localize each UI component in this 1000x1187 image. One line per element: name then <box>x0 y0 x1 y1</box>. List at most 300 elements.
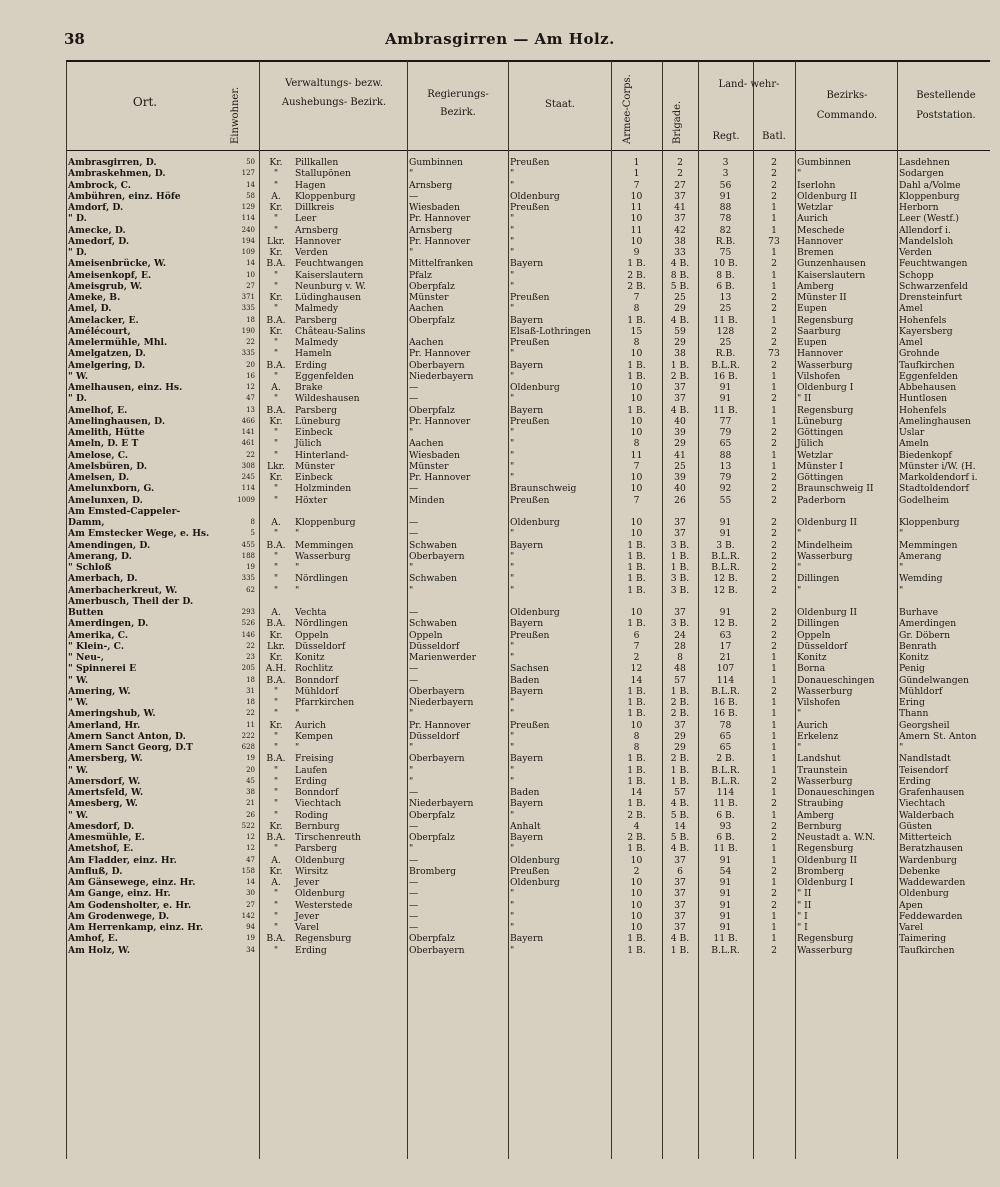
cell-regiment: 93 <box>719 820 732 832</box>
cell-verwaltungsbezirk: Bonndorf <box>295 787 339 799</box>
cell-bataillon: 1 <box>771 697 777 709</box>
cell-verwaltungsbezirk: Höxter <box>295 494 328 506</box>
cell-bataillon: 2 <box>771 629 777 641</box>
cell-brigade: 4 B. <box>670 933 690 945</box>
cell-verwaltungsbezirk: Wasserburg <box>295 550 351 562</box>
table-row <box>66 483 990 494</box>
cell-bataillon: 2 <box>771 573 777 585</box>
cell-einwohner: 522 <box>241 821 255 830</box>
cell-verwaltungsbezirk: Westerstede <box>295 899 353 911</box>
cell-regiment: 91 <box>719 517 732 529</box>
cell-brigade: 1 B. <box>670 359 690 371</box>
cell-brigade: 38 <box>674 348 686 360</box>
cell-poststation: Teisendorf <box>899 764 949 776</box>
cell-staat: " <box>510 370 515 382</box>
cell-ort: Am Holz, W. <box>68 944 131 956</box>
cell-armee-corps: 1 B. <box>627 539 646 551</box>
cell-einwohner: 13 <box>246 405 255 414</box>
cell-armee-corps: 1 B. <box>627 359 646 371</box>
cell-armee-corps: 1 B. <box>627 843 646 855</box>
cell-bezirkscommando: Bromberg <box>797 865 844 877</box>
cell-bezirkscommando: Wetzlar <box>797 449 833 461</box>
cell-bezirkscommando: Kaiserslautern <box>797 269 866 281</box>
table-row <box>66 596 990 607</box>
cell-regierungsbezirk: Oberbayern <box>409 753 465 765</box>
cell-ort: Amelith, Hütte <box>68 427 145 439</box>
cell-bataillon: 1 <box>771 314 777 326</box>
cell-bataillon: 2 <box>771 798 777 810</box>
cell-regiment <box>698 596 753 607</box>
table-row <box>66 663 990 674</box>
table-row <box>66 551 990 562</box>
cell-brigade: 2 B. <box>670 697 690 709</box>
header-ort: Ort. <box>132 95 158 109</box>
cell-ort: Amélécourt, <box>68 325 131 337</box>
cell-regiment: 3 B. <box>716 539 735 551</box>
cell-armee-corps: 12 <box>630 663 643 675</box>
cell-bataillon: 1 <box>771 663 777 675</box>
cell-armee-corps: 2 B. <box>627 269 646 281</box>
cell-regiment: B.L.R. <box>711 944 740 956</box>
cell-regierungsbezirk: — <box>409 393 419 405</box>
cell-bezirkscommando: " <box>797 168 802 180</box>
cell-amt: " <box>273 449 279 461</box>
cell-bezirkscommando: Dillingen <box>797 573 840 585</box>
cell-brigade: 37 <box>674 607 686 619</box>
cell-bezirkscommando: Borna <box>797 663 826 675</box>
cell-ort: Am Emstecker Wege, e. Hs. <box>68 528 210 540</box>
table-row <box>66 753 990 764</box>
cell-amt: A. <box>271 854 281 866</box>
cell-bezirkscommando: Oldenburg II <box>797 517 857 529</box>
table-row <box>66 405 990 416</box>
cell-regiment: 91 <box>719 922 732 934</box>
cell-verwaltungsbezirk: Parsberg <box>295 843 337 855</box>
cell-regierungsbezirk: Mittelfranken <box>409 258 474 270</box>
cell-armee-corps: 10 <box>630 607 643 619</box>
cell-poststation: Münster i/W. (H. <box>899 460 976 472</box>
table-row <box>66 911 990 922</box>
cell-regierungsbezirk: Pr. Hannover <box>409 213 471 225</box>
cell-poststation: Taufkirchen <box>899 359 955 371</box>
cell-poststation: Erding <box>899 775 931 787</box>
cell-bezirkscommando: Oldenburg II <box>797 854 857 866</box>
cell-bezirkscommando: Traunstein <box>797 764 848 776</box>
cell-verwaltungsbezirk: Hinterland- <box>295 449 349 461</box>
cell-regierungsbezirk: " <box>409 427 414 439</box>
table-row <box>66 191 990 202</box>
cell-verwaltungsbezirk: Arnsberg <box>295 224 339 236</box>
cell-einwohner: 20 <box>246 765 255 774</box>
cell-poststation: Verden <box>899 247 932 259</box>
cell-armee-corps: 1 B. <box>627 944 646 956</box>
cell-armee-corps: 7 <box>633 640 640 652</box>
cell-brigade: 5 B. <box>670 809 690 821</box>
cell-staat: Braunschweig <box>510 483 577 495</box>
cell-staat: " <box>510 764 515 776</box>
cell-verwaltungsbezirk: Dillkreis <box>295 202 335 214</box>
cell-regierungsbezirk: Arnsberg <box>409 179 453 191</box>
cell-regierungsbezirk: — <box>409 382 419 394</box>
table-row <box>66 585 990 596</box>
cell-ort: Amelgatzen, D. <box>68 348 146 360</box>
cell-regiment: 12 B. <box>713 573 738 585</box>
cell-armee-corps: 1 B. <box>627 708 646 720</box>
cell-staat: " <box>510 708 515 720</box>
cell-amt: A. <box>271 877 281 889</box>
cell-ort: Amerbacherkreut, W. <box>68 584 178 596</box>
cell-regierungsbezirk: Düsseldorf <box>409 730 460 742</box>
cell-bataillon: 2 <box>771 562 777 574</box>
cell-ort: Amfluß, D. <box>68 865 123 877</box>
cell-regiment: 65 <box>719 438 732 450</box>
cell-armee-corps: 1 B. <box>627 258 646 270</box>
cell-armee-corps: 1 <box>633 168 640 180</box>
cell-einwohner: 21 <box>246 799 255 808</box>
cell-verwaltungsbezirk: Konitz <box>295 652 325 664</box>
cell-poststation: Waddewarden <box>899 877 966 889</box>
table-row <box>66 776 990 787</box>
cell-staat: " <box>510 910 515 922</box>
cell-regiment: 91 <box>719 854 732 866</box>
cell-verwaltungsbezirk: Mühldorf <box>295 685 339 697</box>
cell-amt: Kr. <box>269 472 283 484</box>
cell-einwohner: 114 <box>241 484 255 493</box>
cell-armee-corps: 10 <box>630 719 643 731</box>
cell-einwohner <box>228 506 259 517</box>
cell-einwohner: 308 <box>241 461 255 470</box>
cell-verwaltungsbezirk <box>293 506 407 517</box>
cell-poststation: Apen <box>899 899 923 911</box>
cell-bataillon: 1 <box>771 202 777 214</box>
cell-einwohner: 14 <box>246 180 255 189</box>
cell-brigade: 29 <box>674 438 686 450</box>
cell-verwaltungsbezirk: Regensburg <box>295 933 352 945</box>
cell-poststation: " <box>899 742 904 754</box>
cell-regierungsbezirk: Oberpfalz <box>409 809 455 821</box>
cell-bataillon: 1 <box>771 652 777 664</box>
cell-brigade: 4 B. <box>670 843 690 855</box>
cell-bataillon: 2 <box>771 303 777 315</box>
cell-ort: Amersberg, W. <box>68 753 143 765</box>
cell-bezirkscommando: Vilshofen <box>797 697 841 709</box>
cell-brigade: 4 B. <box>670 258 690 270</box>
cell-regiment: 13 <box>719 292 732 304</box>
cell-einwohner: 18 <box>246 698 255 707</box>
cell-verwaltungsbezirk: Malmedy <box>295 303 339 315</box>
table-row <box>66 180 990 191</box>
cell-bezirkscommando: Aurich <box>797 719 828 731</box>
cell-brigade: 4 B. <box>670 404 690 416</box>
cell-regiment: 88 <box>719 449 732 461</box>
cell-amt: Kr. <box>269 292 283 304</box>
cell-bataillon: 1 <box>771 922 777 934</box>
cell-poststation: Penig <box>899 663 925 675</box>
cell-poststation: Amel <box>899 303 923 315</box>
cell-amt: Lkr. <box>267 640 285 652</box>
cell-bataillon: 1 <box>771 213 777 225</box>
table-row <box>66 506 990 517</box>
cell-regierungsbezirk: — <box>409 607 419 619</box>
cell-regiment: 63 <box>719 629 732 641</box>
cell-staat: Preußen <box>510 292 550 304</box>
cell-armee-corps: 2 B. <box>627 809 646 821</box>
cell-regierungsbezirk: " <box>409 775 414 787</box>
cell-amt: Kr. <box>269 247 283 259</box>
cell-regierungsbezirk: Münster <box>409 460 449 472</box>
cell-amt: " <box>273 899 279 911</box>
cell-brigade: 1 B. <box>670 775 690 787</box>
cell-regiment: 11 B. <box>713 843 738 855</box>
cell-poststation: Mitterteich <box>899 832 952 844</box>
cell-armee-corps: 1 B. <box>627 550 646 562</box>
cell-bataillon: 2 <box>771 528 777 540</box>
cell-armee-corps: 1 B. <box>627 753 646 765</box>
cell-regiment: 11 B. <box>713 314 738 326</box>
cell-poststation: Feddewarden <box>899 910 963 922</box>
cell-regiment: 107 <box>716 663 735 675</box>
cell-poststation: Schopp <box>899 269 934 281</box>
cell-bezirkscommando: Wasserburg <box>797 550 853 562</box>
cell-bezirkscommando: Oldenburg I <box>797 382 854 394</box>
cell-brigade: 29 <box>674 742 686 754</box>
cell-bezirkscommando <box>795 596 897 607</box>
cell-armee-corps: 1 B. <box>627 314 646 326</box>
cell-armee-corps: 2 <box>633 865 640 877</box>
cell-einwohner: 114 <box>241 214 255 223</box>
table-row <box>66 675 990 686</box>
cell-poststation: Benrath <box>899 640 937 652</box>
table-row <box>66 821 990 832</box>
cell-ort: Amelgering, D. <box>68 359 146 371</box>
cell-armee-corps: 1 B. <box>627 697 646 709</box>
cell-ort: Amesberg, W. <box>68 798 138 810</box>
cell-brigade: 40 <box>674 415 686 427</box>
cell-regierungsbezirk: " <box>409 247 414 259</box>
cell-staat: " <box>510 888 515 900</box>
cell-poststation: Feuchtwangen <box>899 258 968 270</box>
cell-amt: " <box>273 742 279 754</box>
table-row <box>66 225 990 236</box>
cell-bezirkscommando: Eupen <box>797 337 827 349</box>
cell-bataillon <box>753 506 795 517</box>
cell-amt: A. <box>271 607 281 619</box>
cell-verwaltungsbezirk: Erding <box>295 944 327 956</box>
cell-armee-corps: 7 <box>633 460 640 472</box>
table-row <box>66 315 990 326</box>
cell-einwohner: 109 <box>241 248 255 257</box>
cell-einwohner: 27 <box>246 900 255 909</box>
table-row <box>66 573 990 584</box>
cell-ort: Ameln, D. E T <box>68 438 139 450</box>
cell-bataillon: 1 <box>771 719 777 731</box>
cell-amt: Kr. <box>269 719 283 731</box>
table-row <box>66 495 990 506</box>
cell-bezirkscommando: " II <box>797 393 812 405</box>
cell-brigade <box>662 506 698 517</box>
cell-poststation: Amelinghausen <box>899 415 971 427</box>
cell-poststation: Konitz <box>899 652 929 664</box>
cell-bataillon: 2 <box>771 292 777 304</box>
cell-bezirkscommando: Münster I <box>797 460 844 472</box>
cell-bataillon: 2 <box>771 472 777 484</box>
cell-verwaltungsbezirk: Einbeck <box>295 472 333 484</box>
cell-poststation: Kloppenburg <box>899 517 960 529</box>
table-row <box>66 562 990 573</box>
cell-bezirkscommando: Straubing <box>797 798 844 810</box>
cell-staat: " <box>510 562 515 574</box>
cell-verwaltungsbezirk: Lüneburg <box>295 415 341 427</box>
cell-armee-corps: 10 <box>630 393 643 405</box>
cell-bataillon: 1 <box>771 910 777 922</box>
cell-amt: " <box>273 787 279 799</box>
cell-einwohner: 371 <box>241 293 255 302</box>
cell-staat: Bayern <box>510 359 544 371</box>
cell-armee-corps: 8 <box>633 730 640 742</box>
cell-brigade: 25 <box>674 460 686 472</box>
cell-regierungsbezirk: Oberbayern <box>409 550 465 562</box>
cell-ort: " W. <box>68 764 89 776</box>
cell-poststation: Drensteinfurt <box>899 292 963 304</box>
cell-staat: " <box>510 449 515 461</box>
cell-armee-corps: 1 B. <box>627 584 646 596</box>
cell-einwohner: 240 <box>241 225 255 234</box>
cell-regiment: 91 <box>719 190 732 202</box>
cell-ort: Am Emsted-Cappeler- <box>68 505 181 517</box>
cell-poststation: Viechtach <box>899 798 946 810</box>
cell-poststation: Kayersberg <box>899 325 953 337</box>
cell-armee-corps: 10 <box>630 415 643 427</box>
cell-bezirkscommando: Gumbinnen <box>797 157 851 169</box>
cell-regiment: 92 <box>719 483 732 495</box>
cell-verwaltungsbezirk: Aurich <box>295 719 326 731</box>
cell-verwaltungsbezirk: Pillkallen <box>295 157 339 169</box>
cell-amt: " <box>273 922 279 934</box>
cell-brigade: 41 <box>674 202 686 214</box>
cell-armee-corps: 11 <box>630 449 643 461</box>
cell-regiment: 2 B. <box>716 753 735 765</box>
table-row <box>66 393 990 404</box>
cell-armee-corps: 9 <box>633 247 640 259</box>
cell-ort: Ametshof, E. <box>68 843 134 855</box>
header-bottom-rule <box>66 150 990 151</box>
cell-staat: Baden <box>510 787 540 799</box>
cell-ort: Amelsbüren, D. <box>68 460 148 472</box>
page-number: 38 <box>64 30 85 48</box>
cell-staat: " <box>510 922 515 934</box>
table-row <box>66 877 990 888</box>
cell-armee-corps: 7 <box>633 292 640 304</box>
cell-amt: " <box>273 550 279 562</box>
cell-einwohner: 245 <box>241 473 255 482</box>
cell-staat: Oldenburg <box>510 190 560 202</box>
cell-regierungsbezirk: — <box>409 190 419 202</box>
cell-poststation: Burhave <box>899 607 939 619</box>
cell-bataillon: 1 <box>771 224 777 236</box>
cell-bezirkscommando: Gunzenhausen <box>797 258 866 270</box>
cell-verwaltungsbezirk: Château-Salins <box>295 325 366 337</box>
cell-verwaltungsbezirk: Erding <box>295 359 327 371</box>
cell-verwaltungsbezirk: Wildeshausen <box>295 393 360 405</box>
cell-amt: " <box>273 337 279 349</box>
cell-verwaltungsbezirk: " <box>295 528 300 540</box>
cell-verwaltungsbezirk: Stallupönen <box>295 168 351 180</box>
cell-bataillon: 2 <box>771 393 777 405</box>
cell-amt: " <box>273 303 279 315</box>
cell-brigade: 27 <box>674 179 686 191</box>
cell-verwaltungsbezirk: Parsberg <box>295 314 337 326</box>
cell-ort: Amelunxen, D. <box>68 494 143 506</box>
cell-bataillon: 1 <box>771 404 777 416</box>
cell-einwohner: 16 <box>246 371 255 380</box>
cell-einwohner: 526 <box>241 619 255 628</box>
cell-ort: Am Godensholter, e. Hr. <box>68 899 192 911</box>
cell-brigade: 57 <box>674 787 686 799</box>
cell-brigade: 37 <box>674 888 686 900</box>
cell-regierungsbezirk: — <box>409 899 419 911</box>
table-row <box>66 202 990 213</box>
cell-bataillon: 2 <box>771 865 777 877</box>
cell-regiment: 91 <box>719 393 732 405</box>
cell-armee-corps: 1 B. <box>627 775 646 787</box>
cell-brigade: 29 <box>674 730 686 742</box>
table-row <box>66 247 990 258</box>
cell-bezirkscommando: " <box>797 528 802 540</box>
cell-bataillon: 1 <box>771 370 777 382</box>
cell-regiment: 11 B. <box>713 404 738 416</box>
cell-amt: Kr. <box>269 865 283 877</box>
cell-bataillon: 1 <box>771 674 777 686</box>
cell-regiment: 3 <box>722 157 729 169</box>
cell-regiment: 25 <box>719 337 732 349</box>
cell-staat: " <box>510 584 515 596</box>
cell-verwaltungsbezirk: Nördlingen <box>295 573 348 585</box>
cell-poststation: Dahl a/Volme <box>899 179 961 191</box>
cell-ort: " D. <box>68 247 87 259</box>
cell-staat: Oldenburg <box>510 382 560 394</box>
cell-poststation: Gündelwangen <box>899 674 969 686</box>
header-einwohner: Einwohner. <box>230 86 241 144</box>
cell-amt: Kr. <box>269 202 283 214</box>
cell-bezirkscommando: Hannover <box>797 235 843 247</box>
cell-armee-corps: 15 <box>630 325 643 337</box>
cell-verwaltungsbezirk: Roding <box>295 809 329 821</box>
cell-regiment: 114 <box>716 787 735 799</box>
cell-staat: Oldenburg <box>510 607 560 619</box>
cell-verwaltungsbezirk: Jever <box>295 877 320 889</box>
cell-verwaltungsbezirk: Viechtach <box>295 798 342 810</box>
cell-bezirkscommando: Iserlohn <box>797 179 836 191</box>
cell-bezirkscommando: Göttingen <box>797 472 844 484</box>
cell-regierungsbezirk: Oberbayern <box>409 685 465 697</box>
cell-einwohner: 22 <box>246 450 255 459</box>
cell-staat: Bayern <box>510 798 544 810</box>
cell-bataillon: 2 <box>771 494 777 506</box>
cell-poststation: Hohenfels <box>899 314 947 326</box>
cell-poststation: " <box>899 528 904 540</box>
cell-poststation: Gr. Döbern <box>899 629 951 641</box>
cell-verwaltungsbezirk: Hameln <box>295 348 332 360</box>
cell-ort: Amelsen, D. <box>68 472 130 484</box>
cell-brigade: 1 B. <box>670 944 690 956</box>
cell-einwohner: 34 <box>246 945 255 954</box>
cell-amt: " <box>273 213 279 225</box>
cell-regiment: 91 <box>719 877 732 889</box>
cell-regierungsbezirk: Wiesbaden <box>409 449 460 461</box>
cell-ort: Amern Sanct Anton, D. <box>68 730 186 742</box>
cell-ort: Amesmühle, E. <box>68 832 145 844</box>
cell-regiment: B.L.R. <box>711 775 740 787</box>
